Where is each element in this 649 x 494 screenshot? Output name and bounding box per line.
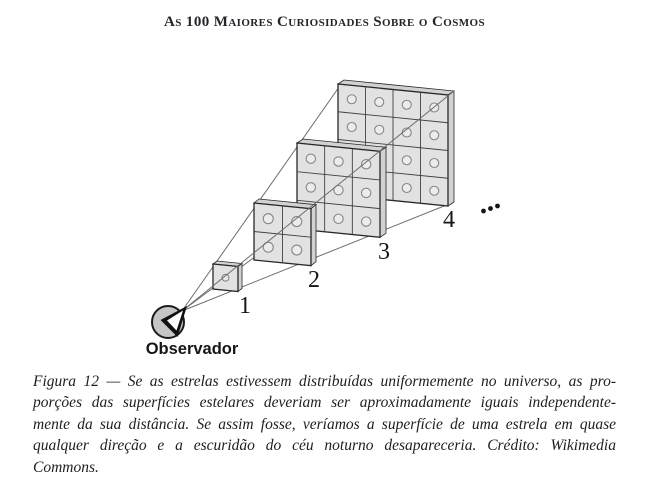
star-circle xyxy=(375,98,384,107)
caption-line: qualquer direção e a escuridão do céu noturno desapareceria. Crédito: Wikimedia xyxy=(33,437,616,455)
observer-label: Observador xyxy=(145,340,239,358)
ellipsis-dot xyxy=(488,206,493,211)
star-circle xyxy=(402,184,411,193)
distance-label-1: 1 xyxy=(239,293,251,319)
star-circle xyxy=(361,188,370,197)
caption-line: porções das superfícies estelares deveriam ser aproximadamente iguais independente- xyxy=(33,394,616,412)
star-circle xyxy=(375,125,384,134)
ellipsis-dot xyxy=(495,204,500,209)
star-circle xyxy=(347,123,356,132)
distance-label-2: 2 xyxy=(308,267,320,293)
distance-label-4: 4 xyxy=(443,207,455,233)
panel-4-side-slab xyxy=(448,91,454,206)
star-circle xyxy=(402,100,411,109)
star-circle xyxy=(347,95,356,104)
star-circle xyxy=(306,183,315,192)
star-circle xyxy=(263,214,273,224)
star-circle xyxy=(292,245,302,255)
star-circle xyxy=(361,217,370,226)
star-circle xyxy=(402,156,411,165)
panel-2-side-slab xyxy=(311,205,316,266)
star-circle xyxy=(306,154,315,163)
ellipsis-dot xyxy=(481,209,486,214)
star-circle xyxy=(334,157,343,166)
panel-3-side-slab xyxy=(380,147,386,237)
caption-line: Commons. xyxy=(33,458,99,476)
caption-line: mente da sua distância. Se assim fosse, veríamos a superfície de uma estrela em quase xyxy=(33,415,616,433)
page-header-title: As 100 Maiores Curiosidades Sobre o Cosmos xyxy=(164,14,485,30)
star-circle xyxy=(430,159,439,168)
star-circle xyxy=(430,186,439,195)
caption-line: Figura 12 — Se as estrelas estivessem distribuídas uniformemente no universo, as pro- xyxy=(33,373,616,390)
star-circle xyxy=(430,131,439,140)
star-circle xyxy=(334,214,343,223)
figure-caption xyxy=(33,371,616,478)
distance-label-3: 3 xyxy=(378,239,390,265)
